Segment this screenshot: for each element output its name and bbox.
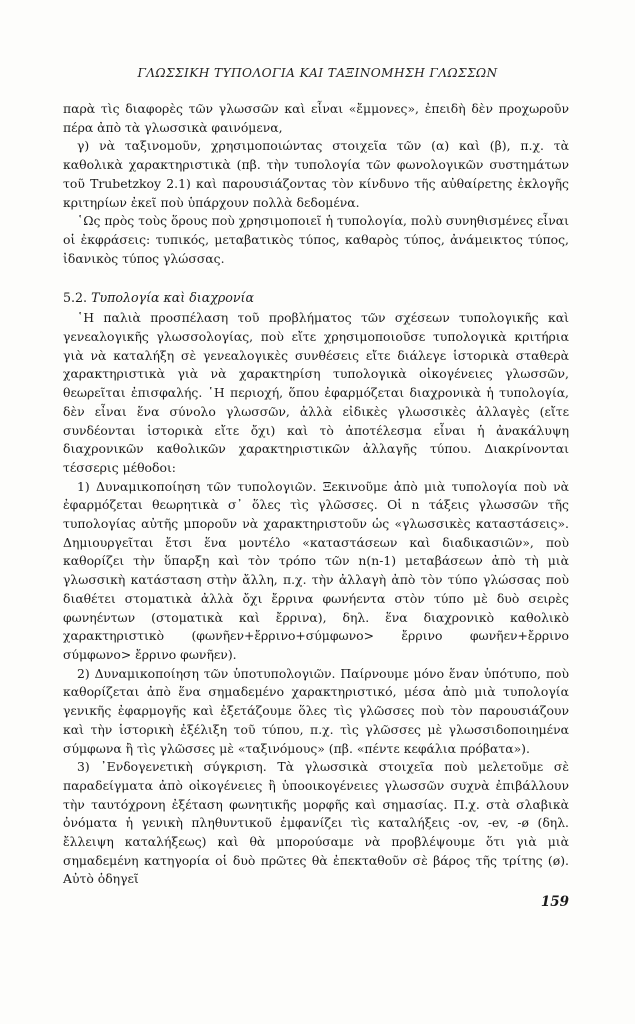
section-spacer bbox=[63, 268, 569, 287]
page-number: 159 bbox=[540, 894, 569, 910]
paragraph-intro: ῾Η παλιὰ προσπέλαση τοῦ προβλήματος τῶν σχέσεων τυπολογικῆς καὶ γενεαλογικῆς γλωσσολογίας, ποὺ εἴτε χρησιμοποιοῦσε τυπολογικὰ κριτήρια γιὰ νὰ καταλήξη σὲ γενεαλογικὲς συνθέσεις εἴτε διάλεγε ἱστορικὰ σταθερὰ χαρακτηριστικὰ γιὰ νὰ χαρακτηρίση τυπολογικὰ οἰκογένειες γλωσσῶν, θεωρεῖται ἐπισφαλής. ῾Η περιοχή, ὅπου ἐφαρμόζεται διαχρονικὰ ἡ τυπολογία, δὲν εἶναι ἕνα σύνολο γλωσσῶν, ἀλλὰ εἰδικὲς γλωσσικὲς ἀλλαγὲς (εἴτε συνδέονται ἱστορικὰ εἴτε ὄχι) καὶ τὸ ἀποτέλεσμα εἶναι ἡ ἀνακάλυψη διαχρονικῶν καθολικῶν χαρακτηριστικῶν ἀλλαγῆς τύπου. Διακρίνονται τέσσερις μέθοδοι: bbox=[63, 310, 569, 475]
section-heading bbox=[63, 287, 569, 309]
body-text bbox=[63, 100, 569, 889]
paragraph-terminology: ῾Ως πρὸς τοὺς ὅρους ποὺ χρησιμοποιεῖ ἡ τυπολογία, πολὺ συνηθισμένες εἶναι οἱ ἐκφράσεις: τυπικός, μεταβατικὸς τύπος, καθαρὸς τύπος, ἀνάμεικτος τύπος, ἰδανικὸς τύπος γλώσσας. bbox=[63, 213, 569, 266]
paragraph-continuation: παρὰ τὶς διαφορὲς τῶν γλωσσῶν καὶ εἶναι «ἔμμονες», ἐπειδὴ δὲν προχωροῦν πέρα ἀπὸ τὰ γλωσσικὰ φαινόμενα, bbox=[63, 101, 569, 135]
paragraph-method-3: 3) ᾿Ενδογενετικὴ σύγκριση. Τὰ γλωσσικὰ στοιχεῖα ποὺ μελετοῦμε σὲ παραδείγματα ἀπὸ οἰκογένειες ἢ ὑποοικογένειες γλωσσῶν συχνὰ ἐπιβάλλουν τὴν ταυτόχρονη ἐξέταση φωνητικῆς μορφῆς καὶ σημασίας. Π.χ. στὰ σλαβικὰ ὀνόματα ἡ γενικὴ πληθυντικοῦ ἐμφανίζει τὶς καταλήξεις -ov, -ev, -ø (δηλ. ἔλλειψη καταλήξεως) καὶ θὰ μπορούσαμε νὰ προβλέψουμε ὅτι γιὰ μιὰ σημαδεμένη κατηγορία οἱ δυὸ πρῶτες θὰ ἐπεκταθοῦν σὲ βάρος τῆς τρίτης (ø). Αὐτὸ ὁδηγεῖ bbox=[63, 759, 569, 887]
section-number: 5.2. bbox=[63, 290, 88, 306]
running-head: ΓΛΩΣΣΙΚΗ ΤΥΠΟΛΟΓΙΑ ΚΑΙ ΤΑΞΙΝΟΜΗΣΗ ΓΛΩΣΣΩΝ bbox=[137, 66, 498, 80]
paragraph-method-1: 1) Δυναμικοποίηση τῶν τυπολογιῶν. Ξεκινοῦμε ἀπὸ μιὰ τυπολογία ποὺ νὰ ἐφαρμόζεται θεωρητικὰ σ᾿ ὅλες τὶς γλῶσσες. Οἱ n τάξεις γλωσσῶν τῆς τυπολογίας αὐτῆς μποροῦν νὰ χαρακτηριστοῦν ὡς «γλωσσικὲς καταστάσεις». Δημιουργεῖται ἔτσι ἕνα μοντέλο «καταστάσεων καὶ διαδικασιῶν», ποὺ καθορίζει τὴν ὕπαρξη καὶ τὸν τρόπο τῶν n(n-1) μεταβάσεων ἀπὸ τὴ μιὰ γλωσσικὴ κατάσταση στὴν ἄλλη, π.χ. τὴν ἀλλαγὴ ἀπὸ τὸν τύπο γλώσσας ποὺ διαθέτει στοματικὰ ἀλλὰ ὄχι ἔρρινα φωνήεντα στὸν τύπο μὲ δυὸ σειρὲς φωνηέντων (στοματικὰ καὶ ἔρρινα), δηλ. ἕνα διαχρονικὸ καθολικὸ χαρακτηριστικὸ (φωνῆεν+ἔρρινο+σύμφωνο> ἔρρινο φωνῆεν+ἔρρινο σύμφωνο> ἔρρινο φωνῆεν). bbox=[63, 478, 569, 662]
paragraph-method-2: 2) Δυναμικοποίηση τῶν ὑποτυπολογιῶν. Παίρνουμε μόνο ἕναν ὑπότυπο, ποὺ καθορίζεται ἀπὸ ἕνα σημαδεμένο χαρακτηριστικό, μέσα ἀπὸ μιὰ τυπολογία γενικῆς ἐφαρμογῆς καὶ ἐξετάζουμε ὅλες τὶς γλῶσσες ποὺ τὸν παρουσιάζουν καὶ τὴν ἱστορικὴ ἐξέλιξη τοῦ τύπου, π.χ. τὶς γλῶσσες μὲ γλωσσιδοποιημένα σύμφωνα ἢ τὶς γλῶσσες μὲ «ταξινόμους» (πβ. «πέντε κεφάλια πρόβατα»). bbox=[63, 665, 569, 756]
paragraph-item-c: γ) νὰ ταξινομοῦν, χρησιμοποιώντας στοιχεῖα τῶν (α) καὶ (β), π.χ. τὰ καθολικὰ χαρακτηριστικὰ (πβ. τὴν τυπολογία τῶν φωνολογικῶν συστημάτων τοῦ Trubetzkoy 2.1) καὶ παρουσιάζοντας τὸν κίνδυνο τῆς αὐθαίρετης ἐκλογῆς κριτηρίων ἐκεῖ ποὺ ὑπάρχουν πολλὰ δεδομένα. bbox=[63, 138, 569, 210]
section-title: Τυπολογία καὶ διαχρονία bbox=[91, 290, 254, 306]
